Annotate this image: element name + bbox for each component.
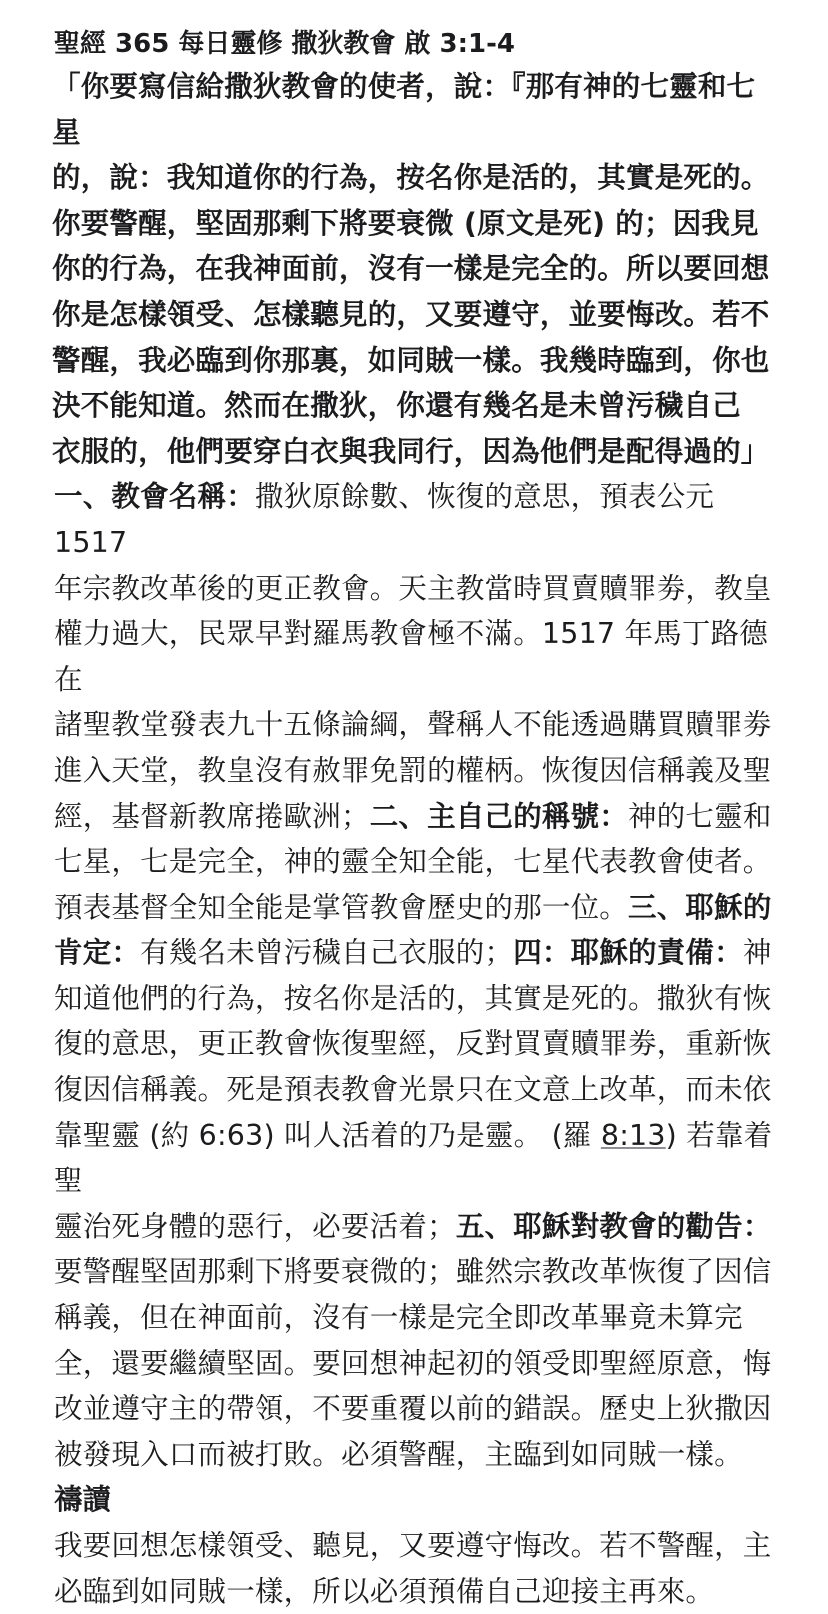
section-text-rebuke: 神 知道他們的行為，按名你是活的，其實是死的。撒狄有恢 復的意思，更正教會恢復聖經，反對買賣贖罪劵，重新恢 復因信稱義。死是預表教會光景只在文意上改革，而未依 靠聖靈 (約 6:63) 叫人活着的乃是靈。 (羅 xyxy=(54,936,772,1152)
section-heading-rebuke: 四：耶穌的責備： xyxy=(513,936,743,970)
section-text-exhortation: 要警醒堅固那剩下將要衰微的；雖然宗教改革恢復了因信 稱義，但在神面前，沒有一樣是完全即改革畢竟未算完 全，還要繼續堅固。要回想神起初的領受即聖經原意，悔 改並遵守主的帶領，不要重覆以前的錯誤。歷史上狄撒因 被發現入口而被打敗。必須警醒，主臨到如同賊一樣。 xyxy=(54,1255,772,1471)
commentary xyxy=(54,474,776,1477)
section-text-lord-title: 神的七靈和 七星，七是完全，神的靈全知全能，七星代表教會使者。 預表基督全知全能是掌管教會歷史的那一位。 xyxy=(54,799,772,924)
section-heading-church-name: 一、教會名稱： xyxy=(54,480,255,514)
section-heading-affirmation: 三、耶穌的 肯定： xyxy=(54,890,772,970)
scripture-reference-link[interactable]: 8:13 xyxy=(600,1118,666,1152)
scripture-passage: 「你要寫信給撒狄教會的使者，說：『那有神的七靈和七星 的，說：我知道你的行為，按名你是活的，其實是死的。 你要警醒，堅固那剩下將要衰微 (原文是死) 的；因我見 你的行為，在我神面前，沒有一樣是完全的。所以要回想 你是怎樣領受、怎樣聽見的，又要遵守，並要悔改。若不 警醒，我必臨到你那裏，如同賊一樣。我幾時臨到，你也 決不能知道。然而在撒狄，你還有幾名是未曾污穢自己 衣服的，他們要穿白衣與我同行，因為他們是配得過的」 xyxy=(52,70,770,468)
prayer-heading: 禱讀 xyxy=(54,1483,112,1517)
page-title: 聖經 365 每日靈修 撒狄教會 啟 3:1-4 xyxy=(54,29,515,59)
prayer-text: 我要回想怎樣領受、聽見，又要遵守悔改。若不警醒，主 必臨到如同賊一樣，所以必須預備自己迎接主再來。 xyxy=(54,1529,772,1608)
section-text-church-name: 撒狄原餘數、恢復的意思，預表公元 1517 年宗教改革後的更正教會。天主教當時買賣贖罪劵，教皇 權力過大，民眾早對羅馬教會極不滿。1517 年馬丁路德在 諸聖教堂發表九十五條論綱，聲稱人不能透過購買贖罪劵 進入天堂，教皇沒有赦罪免罰的權柄。恢復因信稱義及聖 經，基督新教席捲歐洲； xyxy=(54,480,772,833)
section-text-rebuke-continued: ) 若靠着聖 靈治死身體的惡行，必要活着； xyxy=(54,1118,773,1243)
section-text-affirmation: 有幾名未曾污穢自己衣服的； xyxy=(140,936,514,970)
section-heading-exhortation: 五、耶穌對教會的勸告： xyxy=(455,1209,772,1243)
section-heading-lord-title: 二、主自己的稱號： xyxy=(369,799,629,833)
devotional-page xyxy=(54,24,776,1614)
